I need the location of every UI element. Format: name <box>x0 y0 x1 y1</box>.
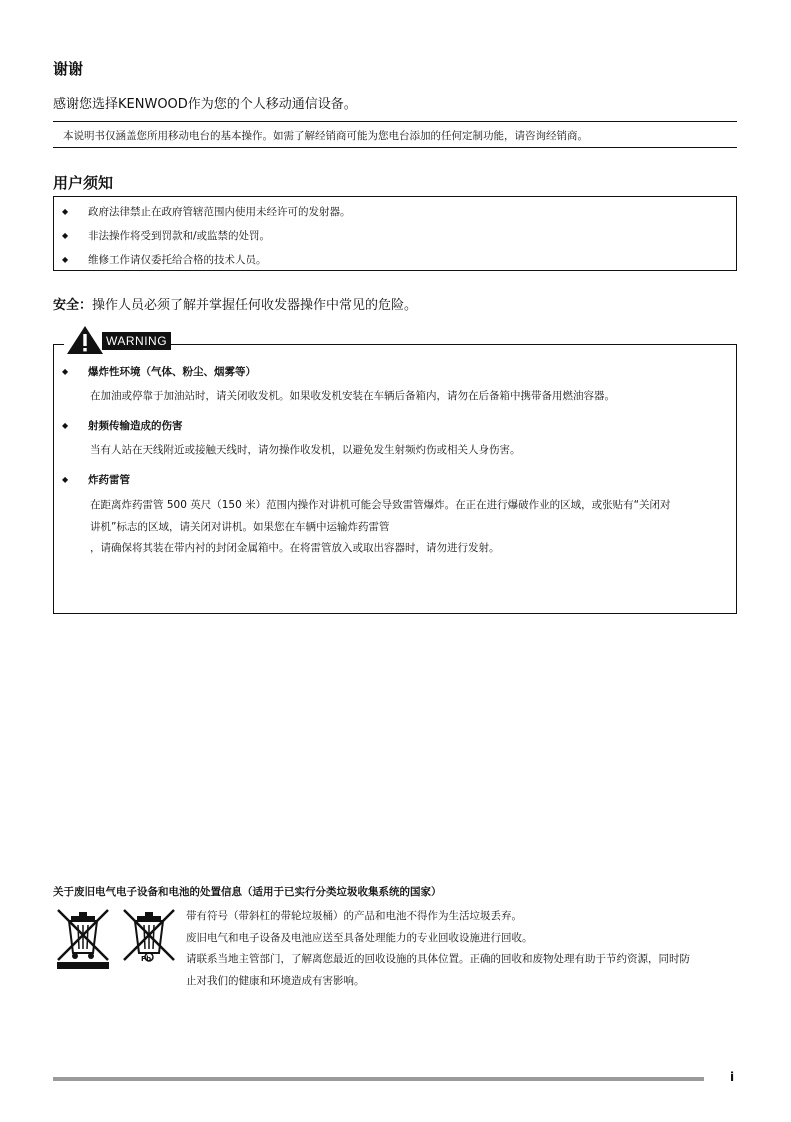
warning-heading: ◆ 射频传输造成的伤害 <box>62 420 183 432</box>
user-notice-box <box>53 196 737 271</box>
list-item <box>62 228 270 243</box>
thanks-intro: 感谢您选择KENWOOD作为您的个人移动通信设备。 <box>53 97 357 112</box>
disposal-line: 带有符号（带斜杠的带轮垃圾桶）的产品和电池不得作为生活垃圾丢弃。 <box>186 910 522 922</box>
disposal-line: 废旧电气和电子设备及电池应送至具备处理能力的专业回收设施进行回收。 <box>186 932 533 944</box>
warning-box <box>53 344 737 614</box>
bullet-icon: ◆ <box>62 475 69 484</box>
thanks-title: 谢谢 <box>53 60 84 78</box>
bullet-icon: ◆ <box>62 421 69 430</box>
crossed-bin-icon <box>55 908 111 970</box>
warning-text: ，请确保将其装在带内衬的封闭金属箱中。在将雷管放入或取出容器时，请勿进行发射。 <box>90 542 500 554</box>
warning-text: 当有人站在天线附近或接触天线时，请勿操作收发机，以避免发生射频灼伤或相关人身伤害。 <box>90 444 521 456</box>
notice-bottom-rule <box>53 147 737 148</box>
warning-heading: ◆ 炸药雷管 <box>62 474 130 486</box>
safety-line <box>53 294 417 313</box>
bullet-icon: ◆ <box>62 207 69 216</box>
notice-text: 本说明书仅涵盖您所用移动电台的基本操作。如需了解经销商可能为您电台添加的任何定制功能，请咨询经销商。 <box>63 130 588 142</box>
footer-bar <box>53 1077 704 1081</box>
safety-text: 操作人员必须了解并掌握任何收发器操作中常见的危险。 <box>92 298 418 313</box>
warning-text: 在距离炸药雷管 500 英尺（150 米）范围内操作对讲机可能会导致雷管爆炸。在正在进行爆破作业的区域，或张贴有“关闭对 <box>90 499 671 511</box>
disposal-line: 止对我们的健康和环境造成有害影响。 <box>186 975 365 987</box>
bullet-icon: ◆ <box>62 255 69 264</box>
list-item-text: 政府法律禁止在政府管辖范围内使用未经许可的发射器。 <box>88 206 351 218</box>
warning-text: 讲机”标志的区域，请关闭对讲机。如果您在车辆中运输炸药雷管 <box>90 521 390 533</box>
list-item <box>62 252 267 267</box>
warning-badge <box>64 325 168 355</box>
page-number: i <box>730 1070 735 1084</box>
safety-label: 安全： <box>53 298 93 313</box>
warning-text: 在加油或停靠于加油站时，请关闭收发机。如果收发机安装在车辆后备箱内，请勿在后备箱中携带备用燃油容器。 <box>90 390 615 402</box>
warning-heading: ◆ 爆炸性环境（气体、粉尘、烟雾等） <box>62 366 256 378</box>
disposal-title: 关于废旧电气电子设备和电池的处置信息（适用于已实行分类垃圾收集系统的国家） <box>53 886 442 898</box>
list-item <box>62 204 351 219</box>
user-notice-title: 用户须知 <box>53 174 114 192</box>
battery-label: Pb <box>141 955 152 963</box>
notice-top-rule <box>53 121 737 122</box>
warning-label: WARNING <box>102 332 171 350</box>
disposal-line: 请联系当地主管部门，了解离您最近的回收设施的具体位置。正确的回收和废物处理有助于节约资源，同时防 <box>186 953 690 965</box>
bullet-icon: ◆ <box>62 231 69 240</box>
list-item-text: 非法操作将受到罚款和/或监禁的处罚。 <box>88 230 271 242</box>
list-item-text: 维修工作请仅委托给合格的技术人员。 <box>88 254 267 266</box>
bullet-icon: ◆ <box>62 367 69 376</box>
warning-triangle-icon <box>66 325 104 355</box>
